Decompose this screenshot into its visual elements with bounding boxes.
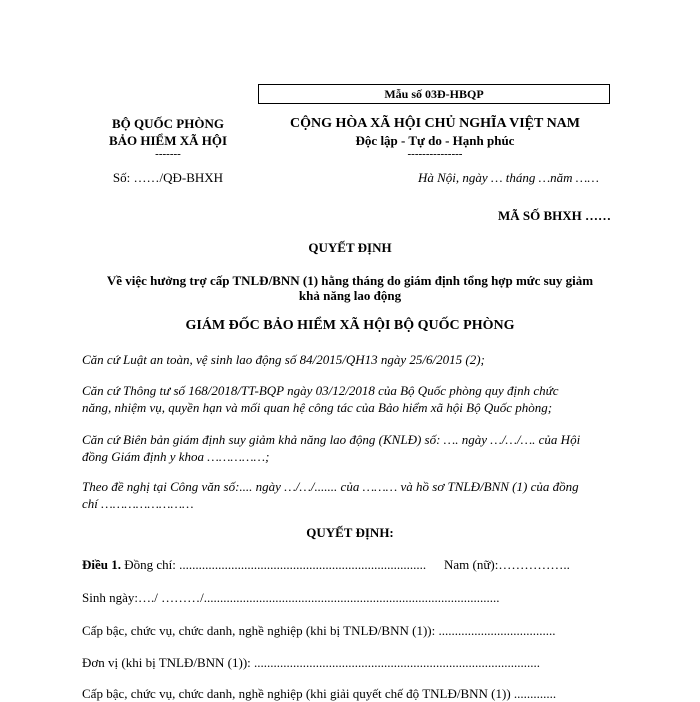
- gender-field: Nam (nữ):……………..: [444, 557, 570, 572]
- place-and-date: Hà Nội, ngày … tháng …năm ……: [418, 170, 599, 185]
- article-1-comrade-line: [82, 557, 426, 573]
- agency-name: BẢO HIỂM XÃ HỘI: [108, 133, 228, 148]
- subject-line-2: khả năng lao động: [298, 288, 402, 303]
- national-motto: Độc lập - Tự do - Hạnh phúc: [355, 133, 515, 148]
- unit-field: Đơn vị (khi bị TNLĐ/BNN (1)): ........................................................................................: [82, 655, 541, 670]
- form-code: Mẫu số 03Đ-HBQP: [384, 87, 484, 101]
- comrade-field: Đồng chí: ............................................................................: [121, 557, 427, 572]
- ministry-name: BỘ QUỐC PHÒNG: [112, 116, 224, 131]
- legal-basis: [82, 478, 622, 512]
- legal-basis-line: chí ……………………: [82, 496, 194, 511]
- legal-basis-line: Căn cứ Biên bản giám định suy giảm khả năng lao động (KNLĐ) số: …. ngày …/…/…. của Hội: [82, 432, 581, 447]
- legal-basis-line: Theo đề nghị tại Công văn số:.... ngày …/…/....... của ……… và hồ sơ TNLĐ/BNN (1) của đồng: [82, 479, 579, 494]
- right-divider: ---------------: [407, 148, 463, 160]
- article-1-label: Điều 1.: [82, 557, 121, 572]
- legal-basis: [82, 351, 622, 368]
- social-insurance-code: MÃ SỐ BHXH ……: [498, 208, 612, 223]
- legal-basis: [82, 382, 622, 416]
- nation-name: CỘNG HÒA XÃ HỘI CHỦ NGHĨA VIỆT NAM: [289, 116, 580, 131]
- left-divider: -------: [155, 148, 181, 160]
- form-code-box: [258, 84, 610, 104]
- subject-line-1: Về việc hưởng trợ cấp TNLĐ/BNN (1) hằng tháng do giám định tổng hợp mức suy giảm: [106, 273, 594, 288]
- decision-heading: QUYẾT ĐỊNH:: [306, 525, 394, 540]
- rank-at-injury-field: Cấp bậc, chức vụ, chức danh, nghề nghiệp (khi bị TNLĐ/BNN (1)): ....................................: [82, 623, 556, 638]
- birth-date-field: Sinh ngày:…./ ………/...........................................................................................: [82, 590, 500, 605]
- legal-basis: [82, 431, 622, 465]
- rank-at-settlement-field: Cấp bậc, chức vụ, chức danh, nghề nghiệp (khi giải quyết chế độ TNLĐ/BNN (1)) .............: [82, 686, 557, 701]
- legal-basis-line: Căn cứ Luật an toàn, vệ sinh lao động số 84/2015/QH13 ngày 25/6/2015 (2);: [82, 352, 485, 367]
- legal-basis-line: Căn cứ Thông tư số 168/2018/TT-BQP ngày 03/12/2018 của Bộ Quốc phòng quy định chức: [82, 383, 559, 398]
- legal-basis-line: đồng Giám định y khoa ……………;: [82, 449, 270, 464]
- document-number: Số: ……/QĐ-BHXH: [112, 170, 224, 185]
- legal-basis-line: năng, nhiệm vụ, quyền hạn và mối quan hệ công tác của Bảo hiểm xã hội Bộ Quốc phòng;: [82, 400, 553, 415]
- issuing-authority: GIÁM ĐỐC BẢO HIỂM XÃ HỘI BỘ QUỐC PHÒNG: [185, 318, 515, 333]
- document-title: QUYẾT ĐỊNH: [308, 240, 392, 255]
